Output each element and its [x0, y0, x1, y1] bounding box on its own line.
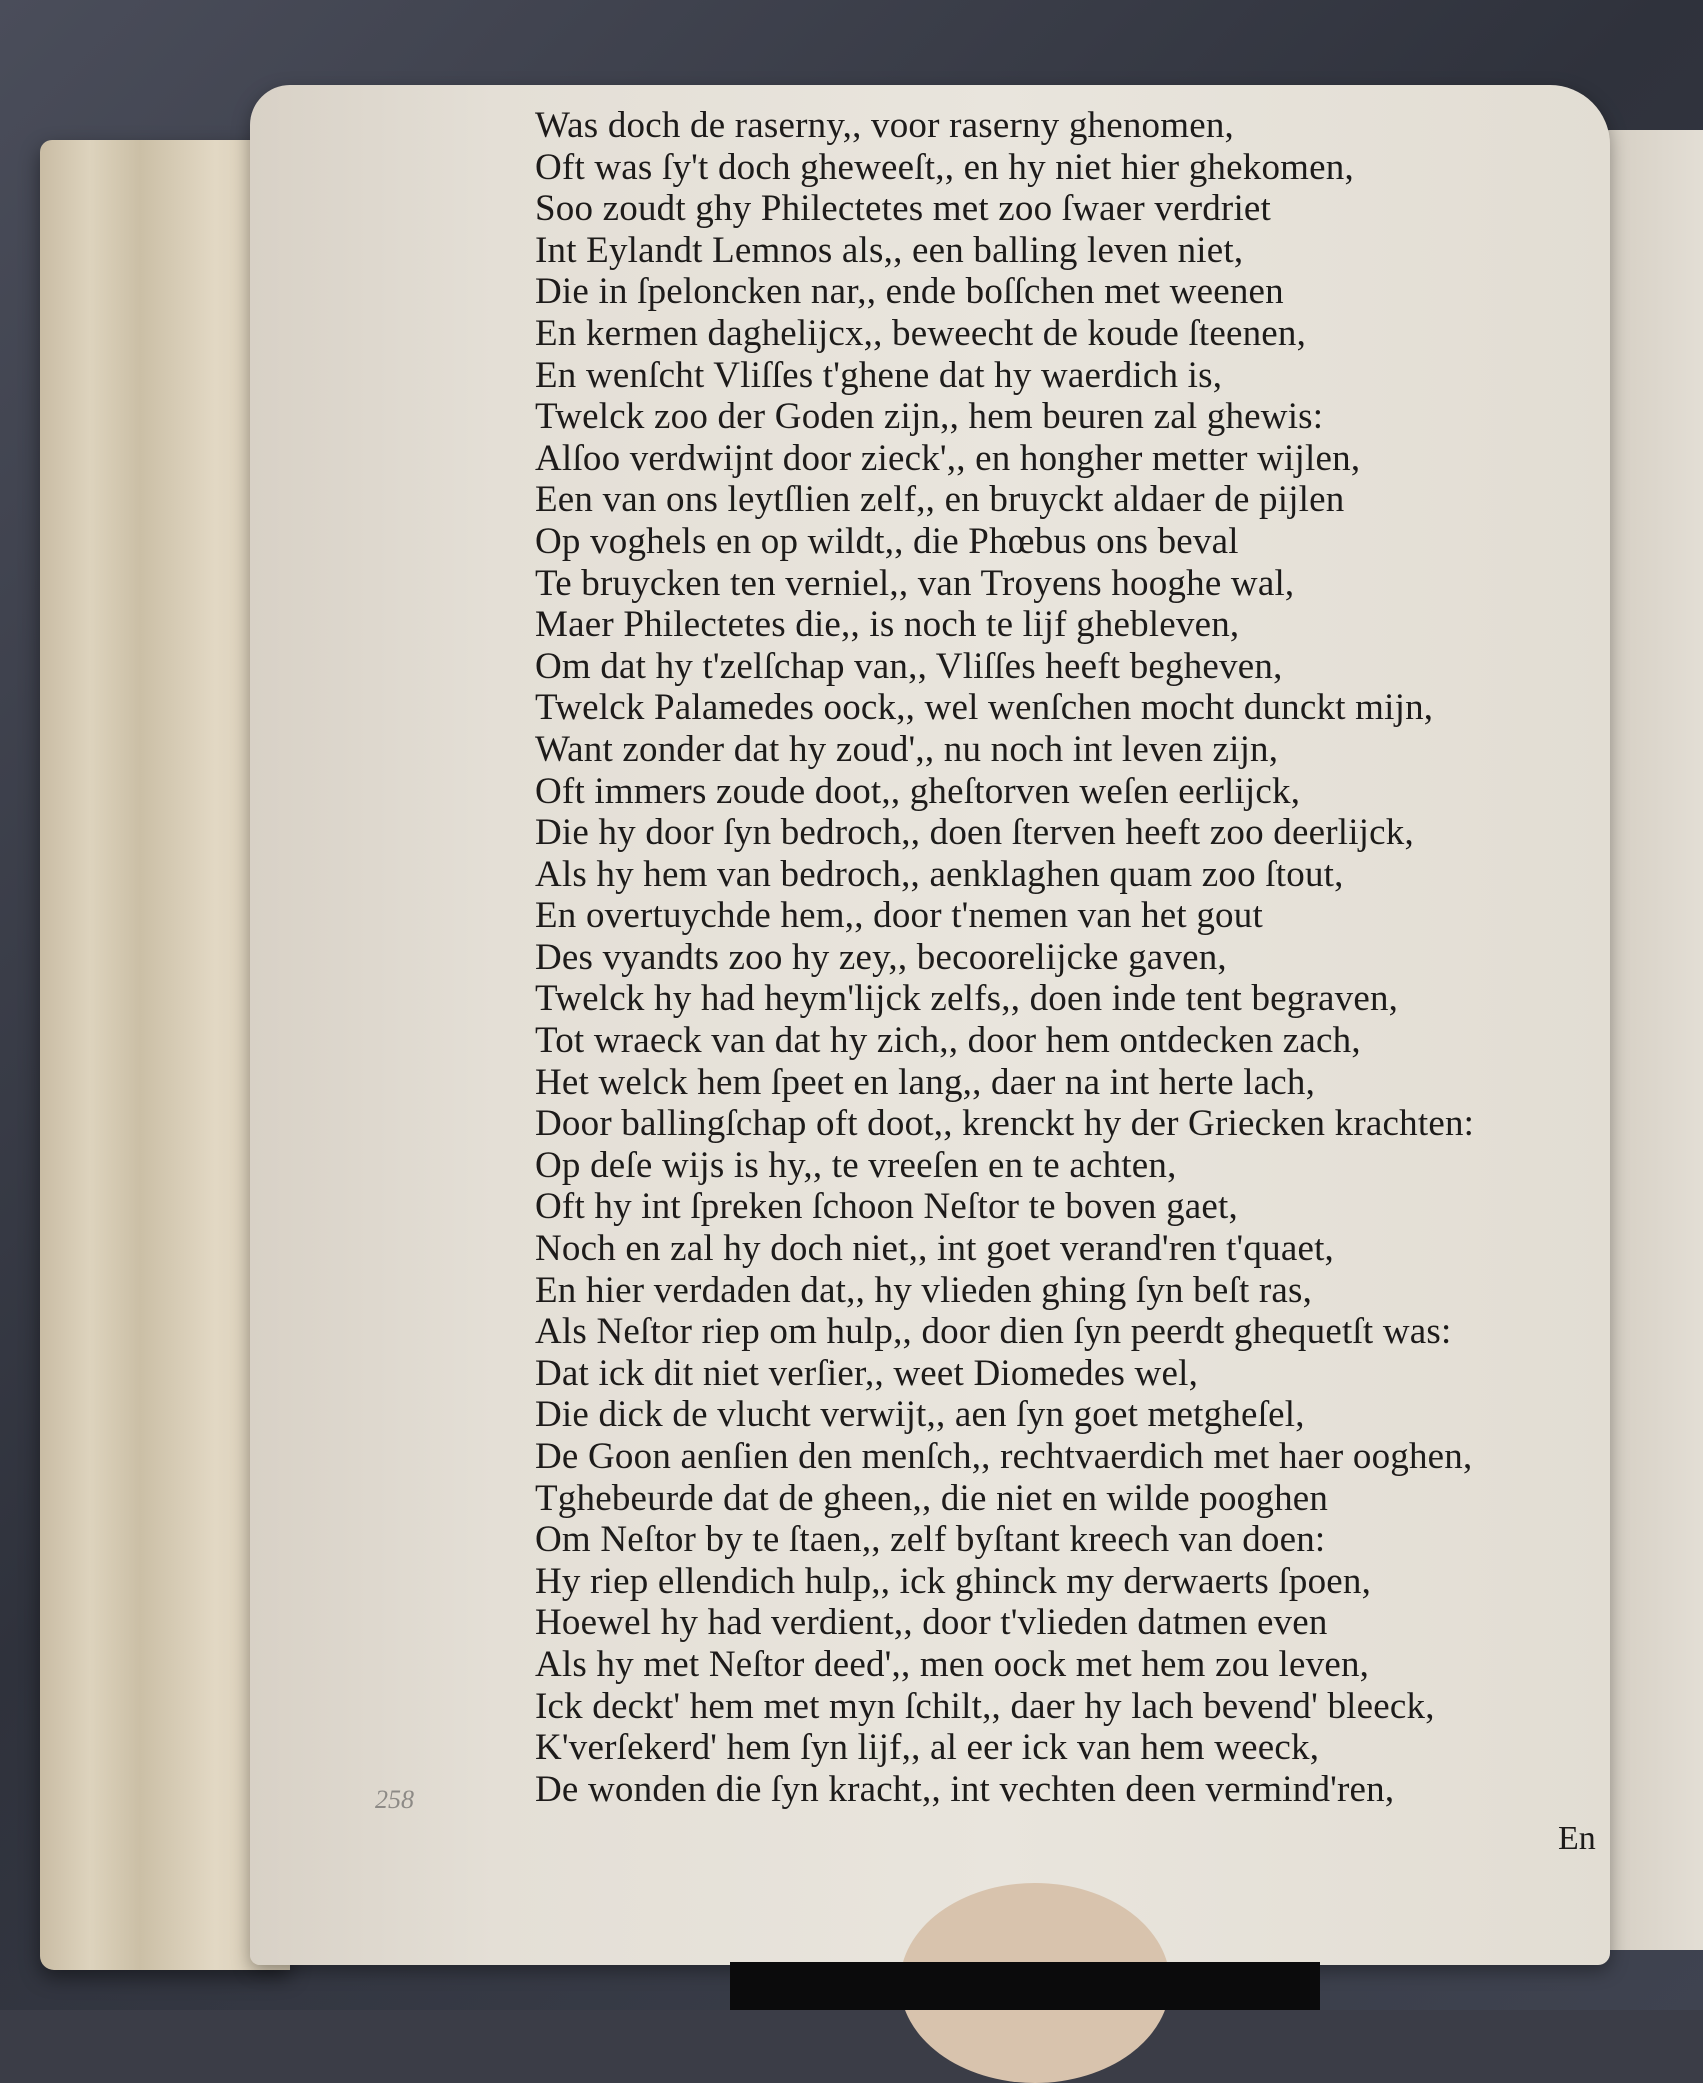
verse-line: Het welck hem ſpeet en lang,, daer na int herte lach, [535, 1061, 1316, 1103]
verse-line: Des vyandts zoo hy zey,, becoorelijcke gaven, [535, 936, 1227, 978]
verse-line: K'verſekerd' hem ſyn lijf,, al eer ick van hem weeck, [535, 1727, 1320, 1769]
verse-line: Dat ick dit niet verſier,, weet Diomedes wel, [535, 1352, 1199, 1394]
verse-line: Oft was ſy't doch gheweeſt,, en hy niet hier ghekomen, [535, 146, 1354, 188]
verse-text-block [535, 105, 1565, 1810]
bottom-bar [730, 1962, 1320, 2010]
catchword: En [1558, 1820, 1596, 1857]
verse-line: Hy riep ellendich hulp,, ick ghinck my derwaerts ſpoen, [535, 1560, 1372, 1602]
verse-line: De wonden die ſyn kracht,, int vechten deen vermind'ren, [535, 1768, 1395, 1810]
verse-line: Op deſe wijs is hy,, te vreeſen en te achten, [535, 1144, 1177, 1186]
verse-line: Hoewel hy had verdient,, door t'vlieden datmen even [535, 1602, 1328, 1644]
verse-line: Twelck zoo der Goden zijn,, hem beuren zal ghewis: [535, 396, 1324, 438]
verse-line: Tghebeurde dat de gheen,, die niet en wilde pooghen [535, 1477, 1329, 1519]
verse-line: Alſoo verdwijnt door zieck',, en hongher metter wijlen, [535, 437, 1361, 479]
verse-line: Twelck Palamedes oock,, wel wenſchen mocht dunckt mijn, [535, 687, 1434, 729]
verse-line: Om dat hy t'zelſchap van,, Vliſſes heeft begheven, [535, 645, 1283, 687]
verse-line: En overtuychde hem,, door t'nemen van het gout [535, 895, 1263, 937]
verse-line: Als hy hem van bedroch,, aenklaghen quam zoo ſtout, [535, 853, 1344, 895]
verse-line: De Goon aenſien den menſch,, rechtvaerdich met haer ooghen, [535, 1436, 1473, 1477]
verse-line: Een van ons leytſlien zelf,, en bruyckt aldaer de pijlen [535, 479, 1345, 521]
verse-line: En wenſcht Vliſſes t'ghene dat hy waerdich is, [535, 354, 1223, 396]
page-folio: 258 [375, 1785, 414, 1814]
verse-line: Die in ſpeloncken nar,, ende boſſchen met weenen [535, 271, 1284, 313]
verse-line: Die dick de vlucht verwijt,, aen ſyn goet metgheſel, [535, 1394, 1305, 1436]
verse-line: Was doch de raserny,, voor raserny ghenomen, [535, 105, 1234, 146]
verse-line: Oft hy int ſpreken ſchoon Neſtor te boven gaet, [535, 1186, 1238, 1228]
verse-line: Door ballingſchap oft doot,, krenckt hy der Griecken krachten: [535, 1103, 1475, 1145]
verse-line: Als hy met Neſtor deed',, men oock met hem zou leven, [535, 1643, 1370, 1685]
verse-line: Soo zoudt ghy Philectetes met zoo ſwaer verdriet [535, 188, 1272, 230]
verse-line: Want zonder dat hy zoud',, nu noch int leven zijn, [535, 728, 1279, 770]
verse-line: En kermen daghelijcx,, beweecht de koude ſteenen, [535, 312, 1307, 354]
verse-line: Op voghels en op wildt,, die Phœbus ons beval [535, 520, 1239, 562]
verse-line: Int Eylandt Lemnos als,, een balling leven niet, [535, 229, 1244, 271]
verse-line: Maer Philectetes die,, is noch te lijf ghebleven, [535, 604, 1240, 646]
verse-line: Oft immers zoude doot,, gheſtorven weſen eerlijck, [535, 770, 1301, 812]
verse-line: Ick deckt' hem met myn ſchilt,, daer hy lach bevend' bleeck, [535, 1685, 1435, 1727]
verse-line: Als Neſtor riep om hulp,, door dien ſyn peerdt ghequetſt was: [535, 1311, 1452, 1353]
verse-line: Twelck hy had heym'lijck zelfs,, doen inde tent begraven, [535, 978, 1399, 1020]
verse-line: Tot wraeck van dat hy zich,, door hem ontdecken zach, [535, 1020, 1361, 1062]
verse-line: Te bruycken ten verniel,, van Troyens hooghe wal, [535, 562, 1295, 604]
verse-line: Om Neſtor by te ſtaen,, zelf byſtant kreech van doen: [535, 1519, 1326, 1561]
verse-line: En hier verdaden dat,, hy vlieden ghing ſyn beſt ras, [535, 1269, 1313, 1311]
verse-line: Noch en zal hy doch niet,, int goet verand'ren t'quaet, [535, 1228, 1335, 1270]
verse-line: Die hy door ſyn bedroch,, doen ſterven heeft zoo deerlijck, [535, 812, 1414, 854]
